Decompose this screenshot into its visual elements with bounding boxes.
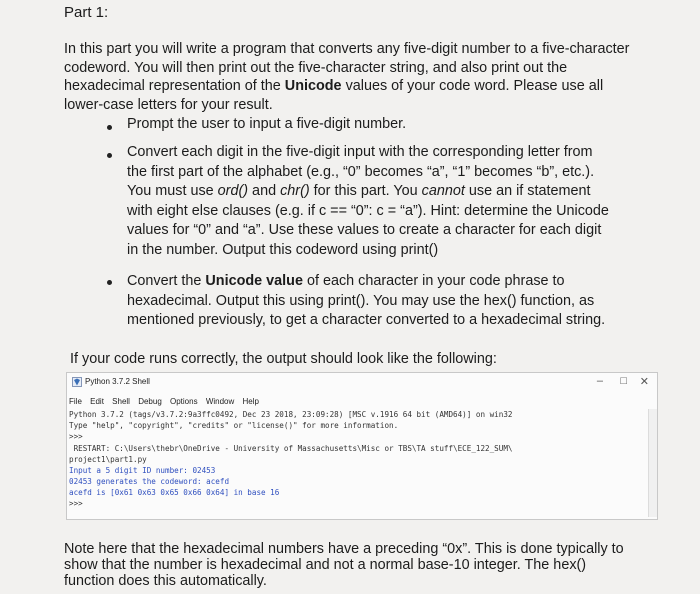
menu-options[interactable]: Options	[170, 397, 198, 406]
menu-file[interactable]: File	[69, 397, 82, 406]
intro-text: values of your code word. Please use all	[341, 78, 604, 94]
menu-debug[interactable]: Debug	[138, 397, 162, 406]
bullet-line: with eight else clauses (e.g. if c == “0”: c = “a”). Hint: determine the Unicode	[127, 202, 609, 219]
shell-titlebar	[67, 373, 657, 391]
shell-line: project1\part1.py	[69, 455, 147, 464]
shell-line: RESTART: C:\Users\thebr\OneDrive - University of Massachusetts\Misc or TBS\TA stuff\ECE_122_SUM\	[69, 444, 513, 453]
unicode-value-bold: Unicode value	[205, 273, 303, 289]
text: You must use	[127, 183, 218, 199]
menu-help[interactable]: Help	[242, 397, 259, 406]
note-line: show that the number is hexadecimal and not a normal base-10 integer. The hex()	[64, 557, 587, 573]
chr-italic: chr()	[280, 183, 310, 199]
shell-prompt: >>>	[69, 432, 83, 441]
bullet-line: in the number. Output this codeword using print()	[127, 241, 439, 258]
bullet-line: hexadecimal. Output this using print(). You may use the hex() function, as	[127, 292, 595, 309]
text: of each character in your code phrase to	[302, 273, 565, 289]
shell-title: Python 3.7.2 Shell	[85, 377, 150, 386]
menu-window[interactable]: Window	[205, 397, 235, 406]
minimize-button[interactable]: –	[596, 375, 603, 387]
close-button[interactable]: ✕	[639, 376, 649, 388]
shell-line: 02453 generates the codeword: acefd	[69, 477, 230, 486]
note-line: function does this automatically.	[64, 573, 267, 589]
bullet-item-prompt: Prompt the user to input a five-digit number.	[127, 116, 407, 132]
note-paragraph	[64, 541, 654, 589]
intro-line: codeword. You will then print out the five-character string, and also print out the	[64, 59, 568, 76]
bullet-item-hex	[127, 272, 627, 331]
unicode-bold: Unicode	[284, 78, 342, 94]
bullet-line: values for “0” and “a”. Use these values to create a character for each digit	[127, 222, 602, 238]
bullet-icon	[107, 280, 112, 285]
maximize-button[interactable]: □	[620, 375, 627, 387]
bullet-line	[127, 182, 627, 202]
menu-edit[interactable]: Edit	[90, 397, 104, 406]
bullet-icon	[107, 125, 112, 130]
shell-menubar	[69, 397, 265, 406]
shell-output[interactable]	[67, 409, 657, 517]
shell-line: Python 3.7.2 (tags/v3.7.2:9a3ffc0492, Dec 23 2018, 23:09:28) [MSC v.1916 64 bit (AMD64)] on win32	[69, 410, 513, 419]
python-shell-window	[66, 372, 658, 520]
bullet-line: the first part of the alphabet (e.g., “0” becomes “a”, “1” becomes “b”, etc.).	[127, 163, 595, 180]
shell-line: acefd is [0x61 0x63 0x65 0x66 0x64] in base 16	[69, 488, 280, 497]
intro-paragraph	[64, 40, 654, 114]
text: for this part. You	[309, 183, 422, 199]
menu-shell[interactable]: Shell	[112, 397, 130, 406]
python-app-icon	[72, 377, 82, 387]
shell-prompt: >>>	[69, 499, 83, 508]
text: Convert the	[127, 273, 206, 289]
cannot-italic: cannot	[421, 183, 465, 199]
shell-scrollbar[interactable]	[648, 409, 657, 517]
intro-line: In this part you will write a program that converts any five-digit number to a five-character	[64, 41, 630, 57]
intro-text: hexadecimal representation of the	[64, 78, 285, 94]
bullet-item-convert	[127, 143, 627, 260]
bullet-line	[127, 272, 627, 292]
section-heading: Part 1:	[64, 4, 109, 21]
bullet-line: Convert each digit in the five-digit input with the corresponding letter from	[127, 144, 593, 160]
intro-line	[64, 77, 654, 96]
text: and	[248, 183, 281, 199]
bullet-icon	[107, 153, 112, 158]
text: use an if statement	[464, 183, 591, 199]
ord-italic: ord()	[217, 183, 249, 199]
bullet-line: mentioned previously, to get a character converted to a hexadecimal string.	[127, 312, 606, 328]
intro-line: lower-case letters for your result.	[64, 96, 273, 113]
note-line: Note here that the hexadecimal numbers have a preceding “0x”. This is done typically to	[64, 541, 624, 557]
shell-line: Input a 5 digit ID number: 02453	[69, 466, 216, 475]
expected-output-caption: If your code runs correctly, the output should look like the following:	[70, 351, 497, 367]
shell-line: Type "help", "copyright", "credits" or "license()" for more information.	[69, 421, 399, 430]
